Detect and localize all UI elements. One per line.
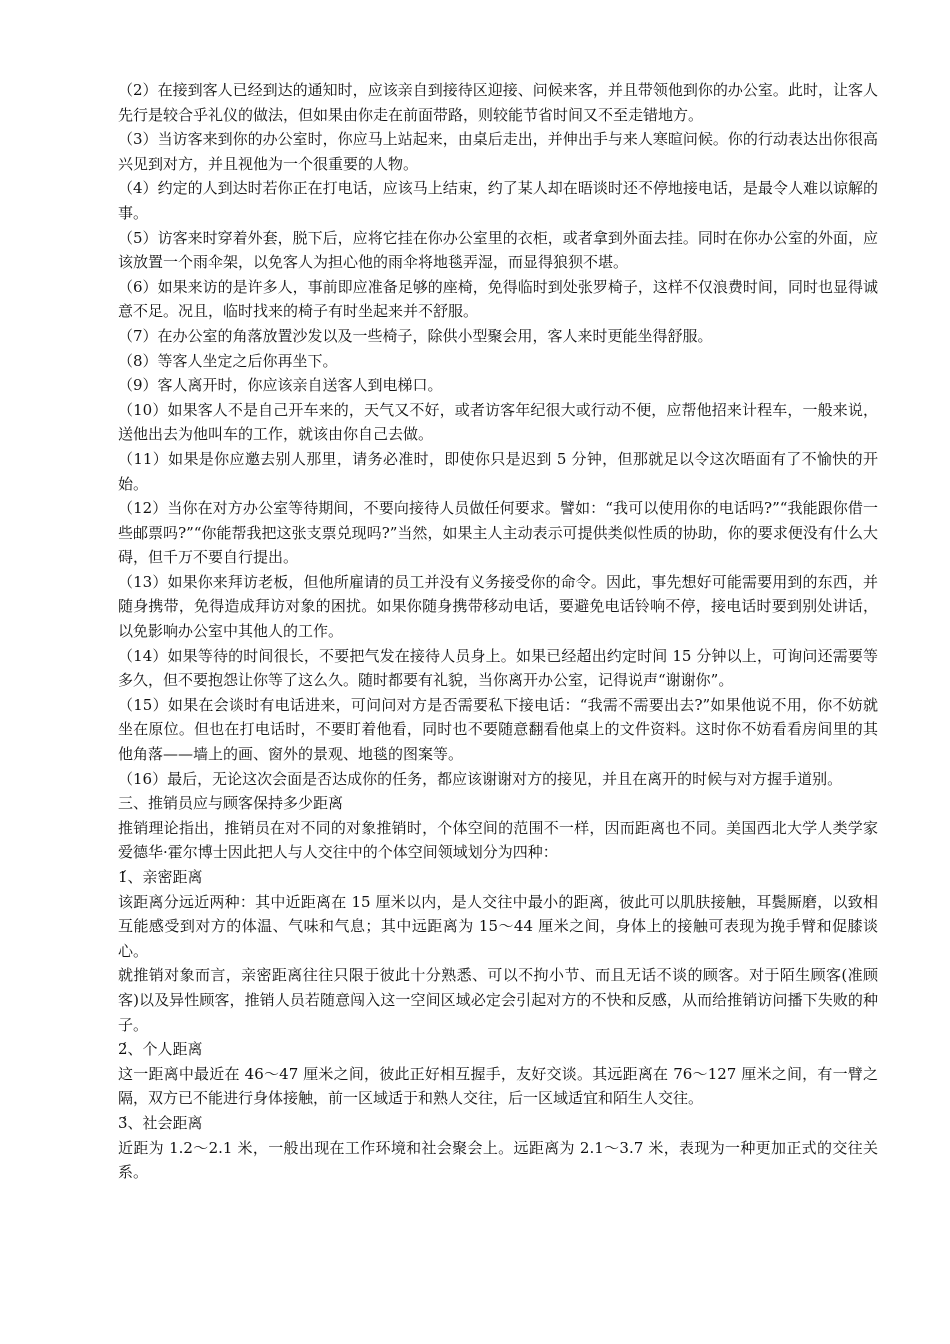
- paragraph-item-8: （8）等客人坐定之后你再坐下。: [118, 351, 338, 370]
- section-intro: 推销理论指出，推销员在对不同的对象推销时，个体空间的范围不一样，因而距离也不同。美国西北大学人类学家爱德华·霍尔博士因此把人与人交往中的个体空间领域划分为四种：: [118, 818, 878, 862]
- paragraph-item-2: （2）在接到客人已经到达的通知时，应该亲自到接待区迎接、问候来客，并且带领他到你的办公室。此时，让客人先行是较合乎礼仪的做法，但如果由你走在前面带路，则较能节省时间又不至走错地方。: [118, 81, 878, 124]
- paragraph-item-14: （14）如果等待的时间很长，不要把气发在接待人员身上。如果已经超出约定时间 15 分钟以上，可询问还需要等多久，但不要抱怨让你等了这么久。随时都要有礼貌，当你离开办公室，记得说声“谢谢你”。: [118, 646, 878, 690]
- paragraph-item-10: （10）如果客人不是自己开车来的，天气又不好，或者访客年纪很大或行动不便，应帮他招来计程车，一般来说，送他出去为他叫车的工作，就该由你自己去做。: [118, 400, 878, 444]
- section-heading: 三、推销员应与顾客保持多少距离: [118, 794, 344, 813]
- paragraph-item-11: （11）如果是你应邀去别人那里，请务必准时，即使你只是迟到 5 分钟，但那就足以令这次晤面有了不愉快的开始。: [118, 449, 878, 493]
- paragraph-item-3: （3）当访客来到你的办公室时，你应马上站起来，由桌后走出，并伸出手与来人寒暄问候。你的行动表达出你很高兴见到对方，并且视他为一个很重要的人物。: [118, 130, 878, 173]
- paragraph-item-9: （9）客人离开时，你应该亲自送客人到电梯口。: [118, 376, 443, 395]
- paragraph-item-6: （6）如果来访的是许多人，事前即应准备足够的座椅，免得临时到处张罗椅子，这样不仅浪费时间，同时也显得诚意不足。况且，临时找来的椅子有时坐起来并不舒服。: [118, 277, 878, 321]
- paragraph-item-16: （16）最后，无论这次会面是否达成你的任务，都应该谢谢对方的接见，并且在离开的时候与对方握手道别。: [118, 769, 843, 788]
- subheading-intimate-distance: 1́、亲密距离: [118, 868, 203, 886]
- subheading-personal-distance: 2́、个人距离: [118, 1040, 203, 1059]
- paragraph-item-12: （12）当你在对方办公室等待期间，不要向接待人员做任何要求。譬如：“我可以使用你的电话吗?”“我能跟你借一些邮票吗?”“你能帮我把这张支票兑现吗?”当然，如果主人主动表示可提供类似性质的协助，你的要求便没有什么大碍，但千万不要自行提出。: [118, 499, 878, 567]
- social-distance-text: 近距为 1.2～2.1 米，一般出现在工作环境和社会聚会上。远距离为 2.1～3.7 米，表现为一种更加正式的交往关系。: [118, 1138, 878, 1182]
- paragraph-item-15: （15）如果在会谈时有电话进来，可问问对方是否需要私下接电话：“我需不需要出去?”如果他说不用，你不妨就坐在原位。但也在打电话时，不要盯着他看，同时也不要随意翻看他桌上的文件资料。这时你不妨看看房间里的其他角落——墙上的画、窗外的景观、地毯的图案等。: [118, 695, 878, 764]
- subheading-social-distance: 3́、社会距离: [118, 1113, 203, 1132]
- intimate-distance-text: 该距离分远近两种：其中近距离在 15 厘米以内，是人交往中最小的距离，彼此可以肌肤接触，耳鬓厮磨，以致相互能感受到对方的体温、气味和气息；其中远距离为 15～44 厘米之间，身体上的接触可表现为挽手臂和促膝谈心。: [118, 892, 878, 960]
- personal-distance-text: 这一距离中最近在 46～47 厘米之间，彼此正好相互握手，友好交谈。其远距离在 76～127 厘米之间，有一臂之隔，双方已不能进行身体接触，前一区域适于和熟人交往，后一区域适宜和陌生人交往。: [118, 1064, 878, 1108]
- paragraph-item-4: （4）约定的人到达时若你正在打电话，应该马上结束，约了某人却在晤谈时还不停地接电话，是最令人难以谅解的事。: [118, 179, 878, 222]
- intimate-distance-sales-text: 就推销对象而言，亲密距离往往只限于彼此十分熟悉、可以不拘小节、而且无话不谈的顾客。对于陌生顾客(准顾客)以及异性顾客，推销人员若随意闯入这一空间区域必定会引起对方的不快和反感，从而给推销访问播下失败的种子。: [118, 966, 878, 1034]
- paragraph-item-5: （5）访客来时穿着外套，脱下后，应将它挂在你办公室里的衣柜，或者拿到外面去挂。同时在你办公室的外面，应该放置一个雨伞架，以免客人为担心他的雨伞将地毯弄湿，而显得狼狈不堪。: [118, 228, 878, 272]
- paragraph-item-7: （7）在办公室的角落放置沙发以及一些椅子，除供小型聚会用，客人来时更能坐得舒服。: [118, 326, 713, 345]
- paragraph-item-13: （13）如果你来拜访老板，但他所雇请的员工并没有义务接受你的命令。因此，事先想好可能需要用到的东西，并随身携带，免得造成拜访对象的困扰。如果你随身携带移动电话，要避免电话铃响不停，接电话时要到别处讲话，以免影响办公室中其他人的工作。: [118, 572, 878, 641]
